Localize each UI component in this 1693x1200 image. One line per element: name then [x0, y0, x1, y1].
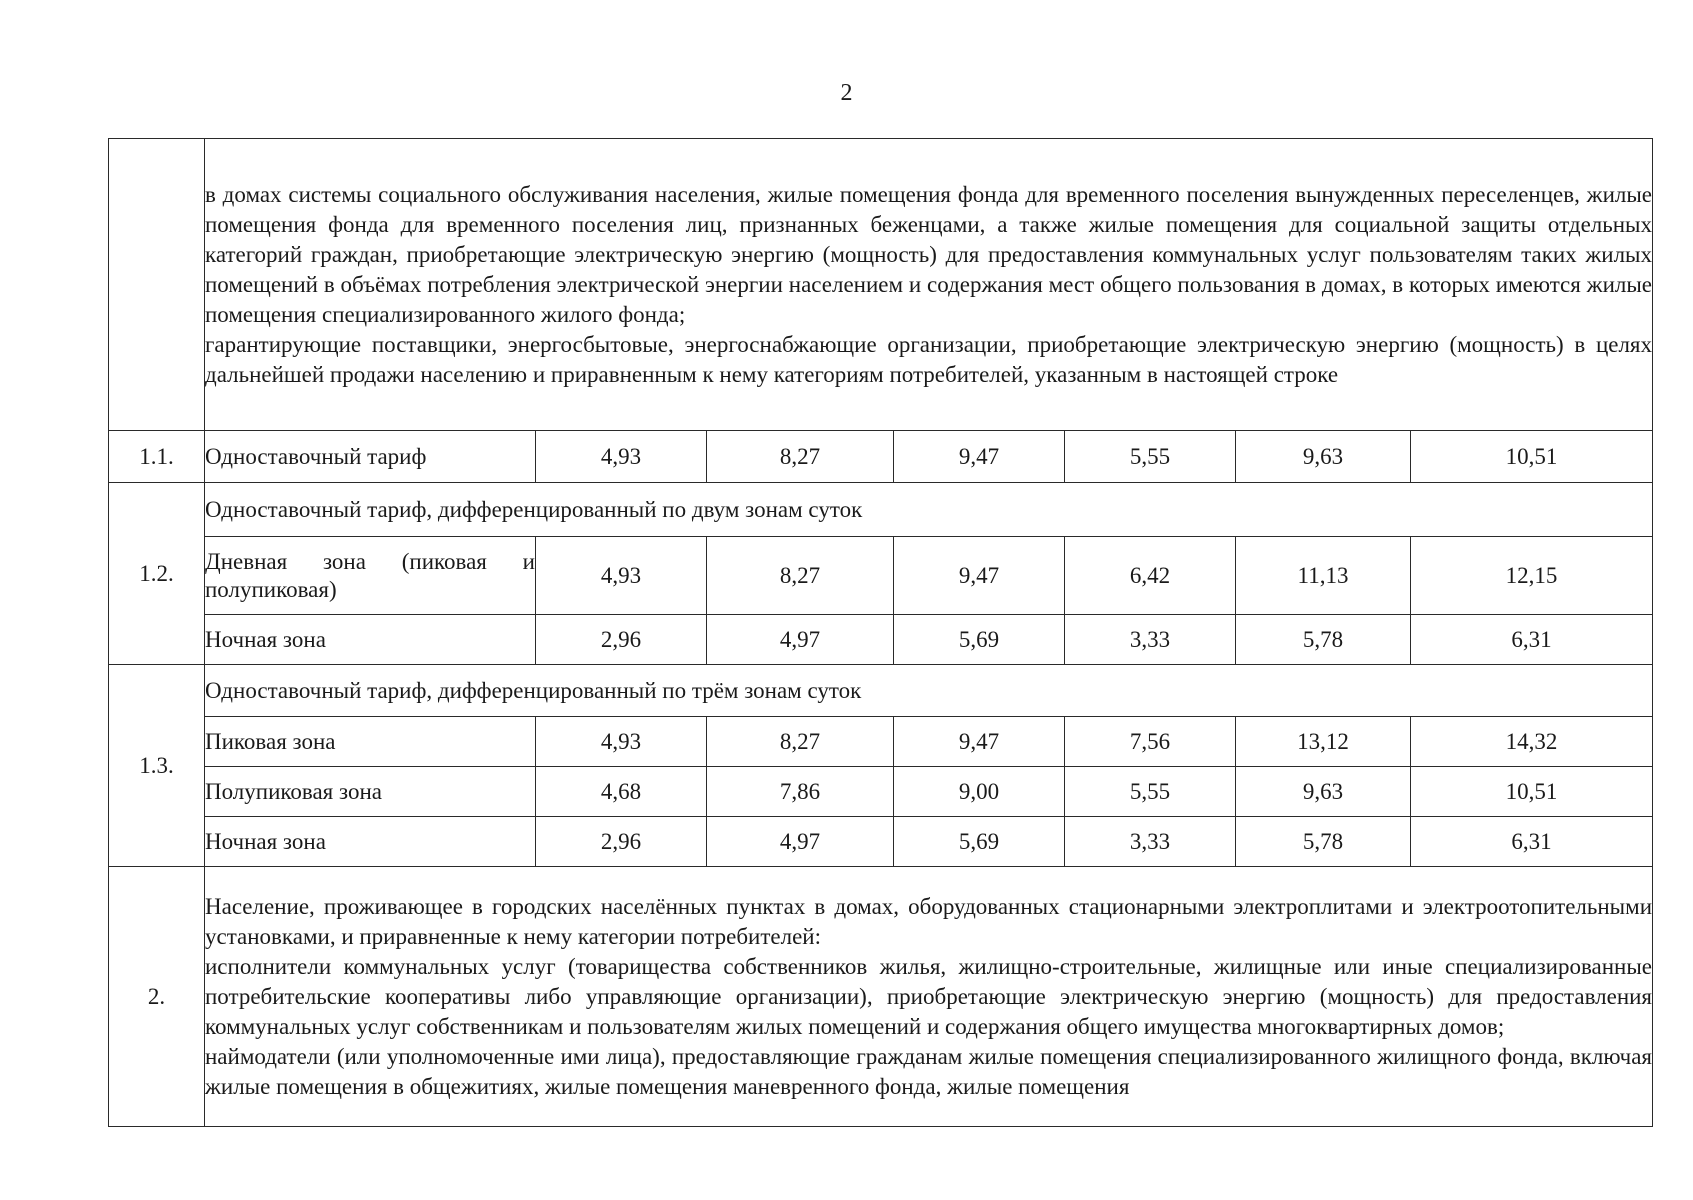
value-cell: 9,47 — [894, 537, 1065, 615]
value-cell: 5,78 — [1236, 615, 1411, 665]
value-cell: 6,42 — [1065, 537, 1236, 615]
value-cell: 2,96 — [536, 817, 707, 867]
value-cell: 5,69 — [894, 615, 1065, 665]
table-row — [109, 537, 1653, 615]
intro-paragraph: гарантирующие поставщики, энергосбытовые, энергоснабжающие организации, приобретающие электрическую энергию (мощность) в целях дальнейшей продажи населению и приравненным к нему категориям потребителей, указанным в настоящей строке — [205, 331, 1653, 387]
value-cell: 7,86 — [707, 767, 894, 817]
row-label: Полупиковая зона — [205, 767, 536, 817]
subsection-header: Одноставочный тариф, дифференцированный по двум зонам суток — [205, 483, 1653, 537]
value-cell: 5,55 — [1065, 767, 1236, 817]
table-row — [109, 615, 1653, 665]
value-cell: 8,27 — [707, 431, 894, 483]
value-cell: 3,33 — [1065, 817, 1236, 867]
row-number: 1.2. — [109, 483, 205, 665]
section-text-cell — [205, 867, 1653, 1127]
value-cell: 4,93 — [536, 537, 707, 615]
section-paragraph: наймодатели (или уполномоченные ими лица), предоставляющие гражданам жилые помещения специализированного жилищного фонда, включая жилые помещения в общежитиях, жилые помещения маневренного фонда, жилые помещения — [205, 1043, 1653, 1099]
value-cell: 9,00 — [894, 767, 1065, 817]
table-row — [109, 817, 1653, 867]
value-cell: 3,33 — [1065, 615, 1236, 665]
table-row — [109, 483, 1653, 537]
intro-paragraph: в домах системы социального обслуживания населения, жилые помещения фонда для временного поселения вынужденных переселенцев, жилые помещения фонда для временного поселения лиц, признанных беженцами, а также жилые помещения для социальной защиты отдельных категорий граждан, приобретающие электрическую энергию (мощность) для предоставления коммунальных услуг пользователям таких жилых помещений в объёмах потребления электрической энергии населением и содержания мест общего пользования в домах, в которых имеются жилые помещения специализированного жилого фонда; — [205, 181, 1653, 327]
intro-text-cell — [205, 139, 1653, 431]
value-cell: 11,13 — [1236, 537, 1411, 615]
table-row — [109, 665, 1653, 717]
value-cell: 5,69 — [894, 817, 1065, 867]
row-number: 1.1. — [109, 431, 205, 483]
value-cell: 8,27 — [707, 537, 894, 615]
value-cell: 8,27 — [707, 717, 894, 767]
value-cell: 10,51 — [1411, 431, 1653, 483]
value-cell: 9,47 — [894, 717, 1065, 767]
value-cell: 12,15 — [1411, 537, 1653, 615]
row-label: Пиковая зона — [205, 717, 536, 767]
value-cell: 13,12 — [1236, 717, 1411, 767]
value-cell: 9,63 — [1236, 767, 1411, 817]
table-row — [109, 767, 1653, 817]
tariff-table — [108, 138, 1653, 1127]
row-number: 2. — [109, 867, 205, 1127]
value-cell: 14,32 — [1411, 717, 1653, 767]
value-cell: 7,56 — [1065, 717, 1236, 767]
row-label: Ночная зона — [205, 817, 536, 867]
intro-number-cell — [109, 139, 205, 431]
value-cell: 6,31 — [1411, 615, 1653, 665]
row-label: Дневная зона (пиковая и полупиковая) — [205, 537, 536, 615]
row-label: Ночная зона — [205, 615, 536, 665]
value-cell: 9,63 — [1236, 431, 1411, 483]
row-label: Одноставочный тариф — [205, 431, 536, 483]
section-paragraph: Население, проживающее в городских населённых пунктах в домах, оборудованных стационарными электроплитами и электроотопительными установками, и приравненные к нему категории потребителей: — [205, 893, 1653, 949]
value-cell: 5,55 — [1065, 431, 1236, 483]
value-cell: 5,78 — [1236, 817, 1411, 867]
table-row — [109, 867, 1653, 1127]
value-cell: 2,96 — [536, 615, 707, 665]
value-cell: 4,97 — [707, 817, 894, 867]
value-cell: 10,51 — [1411, 767, 1653, 817]
table-row — [109, 717, 1653, 767]
value-cell: 4,93 — [536, 717, 707, 767]
value-cell: 9,47 — [894, 431, 1065, 483]
intro-row — [109, 139, 1653, 431]
table-row — [109, 431, 1653, 483]
subsection-header: Одноставочный тариф, дифференцированный по трём зонам суток — [205, 665, 1653, 717]
row-number: 1.3. — [109, 665, 205, 867]
value-cell: 4,97 — [707, 615, 894, 665]
value-cell: 4,93 — [536, 431, 707, 483]
section-paragraph: исполнители коммунальных услуг (товарищества собственников жилья, жилищно-строительные, жилищные или иные специализированные потребительские кооперативы либо управляющие организации), приобретающие электрическую энергию (мощность) для предоставления коммунальных услуг собственникам и пользователям жилых помещений и содержания общего имущества многоквартирных домов; — [205, 953, 1653, 1039]
value-cell: 6,31 — [1411, 817, 1653, 867]
page-number: 2 — [840, 80, 853, 106]
value-cell: 4,68 — [536, 767, 707, 817]
